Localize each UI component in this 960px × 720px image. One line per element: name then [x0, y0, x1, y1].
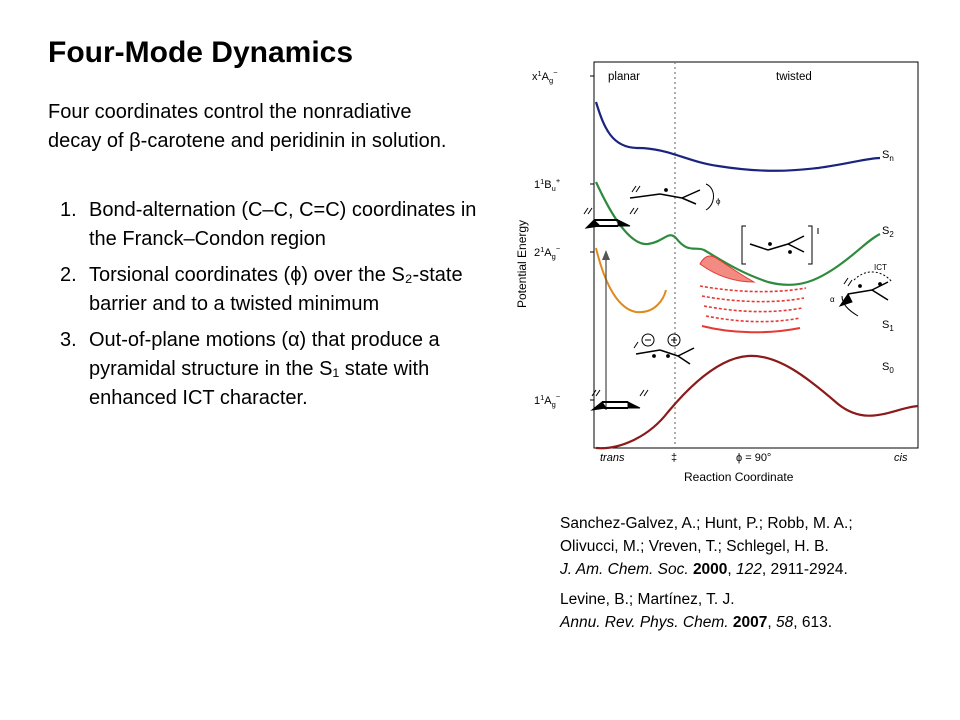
reference-2	[560, 588, 940, 634]
reference-year: 2007	[732, 614, 768, 631]
list-item	[60, 261, 490, 319]
plot-frame	[594, 62, 918, 448]
y-axis-title: Potential Energy	[515, 219, 529, 308]
reference-citation: Annu. Rev. Phys. Chem. 2007, 58, 613.	[560, 614, 833, 631]
list-number: 2.	[60, 264, 77, 286]
charge-separated-molecule	[634, 334, 694, 364]
reference-authors-line1: Sanchez-Galvez, A.; Hunt, P.; Robb, M. A.;	[560, 515, 853, 532]
reference-citation: J. Am. Chem. Soc. 2000, 122, 2911-2924.	[560, 561, 848, 578]
reference-journal: Annu. Rev. Phys. Chem.	[560, 614, 729, 631]
pyramidal-molecule	[840, 272, 892, 316]
twisted-molecule	[630, 184, 714, 210]
s1-vibrational-levels	[700, 286, 806, 322]
list-text: Torsional coordinates (ϕ) over the S₂-state barrier and to a twisted minimum	[89, 264, 463, 315]
state-label-s1: $S_1$	[882, 319, 894, 333]
list-item	[60, 196, 490, 254]
x-tick-trans: trans	[600, 452, 625, 464]
list-item	[60, 326, 490, 413]
coordinate-list	[60, 196, 490, 420]
intro-paragraph: Four coordinates control the nonradiative decay of β-carotene and peridinin in solution.	[48, 101, 447, 152]
reference-volume: 122	[736, 561, 762, 578]
potential-energy-figure	[508, 58, 928, 493]
y-label-1Ag: $1^1A_g^-$	[534, 392, 561, 409]
list-text: Bond-alternation (C–C, C=C) coordinates in the Franck–Condon region	[89, 199, 477, 250]
s0-curve	[596, 356, 918, 448]
reference-journal: J. Am. Chem. Soc.	[560, 561, 689, 578]
x-tick-cis: cis	[894, 452, 908, 464]
s1-curve	[702, 326, 800, 332]
list-number: 3.	[60, 329, 77, 351]
reference-authors-line1: Levine, B.; Martínez, T. J.	[560, 591, 735, 608]
ict-annotation: ICT	[874, 263, 887, 272]
reference-1	[560, 512, 940, 581]
potential-energy-diagram	[508, 58, 928, 488]
state-label-s0: $S_0$	[882, 361, 894, 375]
x-tick-phi90: ϕ = 90°	[736, 452, 772, 464]
y-label-1Bu: $1^1B_u^+$	[534, 176, 561, 193]
references	[560, 512, 940, 641]
bracketed-molecule	[742, 226, 818, 264]
reference-volume: 58	[775, 614, 794, 631]
excitation-arrowhead	[602, 250, 610, 260]
phi-annotation: ϕ	[716, 197, 721, 206]
y-ticks	[590, 76, 594, 400]
sn-curve	[596, 102, 880, 171]
alpha-annotation: α	[830, 295, 835, 304]
y-label-2Ag: $2^1A_g^-$	[534, 244, 561, 261]
state-label-s2: $S_2$	[882, 225, 894, 239]
reference-year: 2000	[692, 561, 728, 578]
reference-pages: 613.	[801, 614, 833, 631]
reference-pages: 2911-2924.	[770, 561, 848, 578]
x-tick-ts: ‡	[671, 452, 678, 464]
region-twisted-label: twisted	[776, 71, 812, 83]
y-label-x1Ag: $x^1A_g^-$	[532, 68, 558, 85]
list-text: Out-of-plane motions (α) that produce a pyramidal structure in the S₁ state with enhanced ICT character.	[89, 329, 440, 409]
slide-title: Four-Mode Dynamics	[48, 36, 354, 69]
state-label-sn: $S_n$	[882, 149, 894, 163]
wavepacket	[700, 256, 754, 282]
region-planar-label: planar	[608, 71, 640, 83]
list-number: 1.	[60, 199, 77, 221]
planar-molecule-lower	[592, 390, 648, 410]
reference-authors-line2: Olivucci, M.; Vreven, T.; Schlegel, H. B.	[560, 538, 829, 555]
molecule-sketches	[584, 184, 892, 410]
x-axis-title: Reaction Coordinate	[684, 470, 794, 484]
